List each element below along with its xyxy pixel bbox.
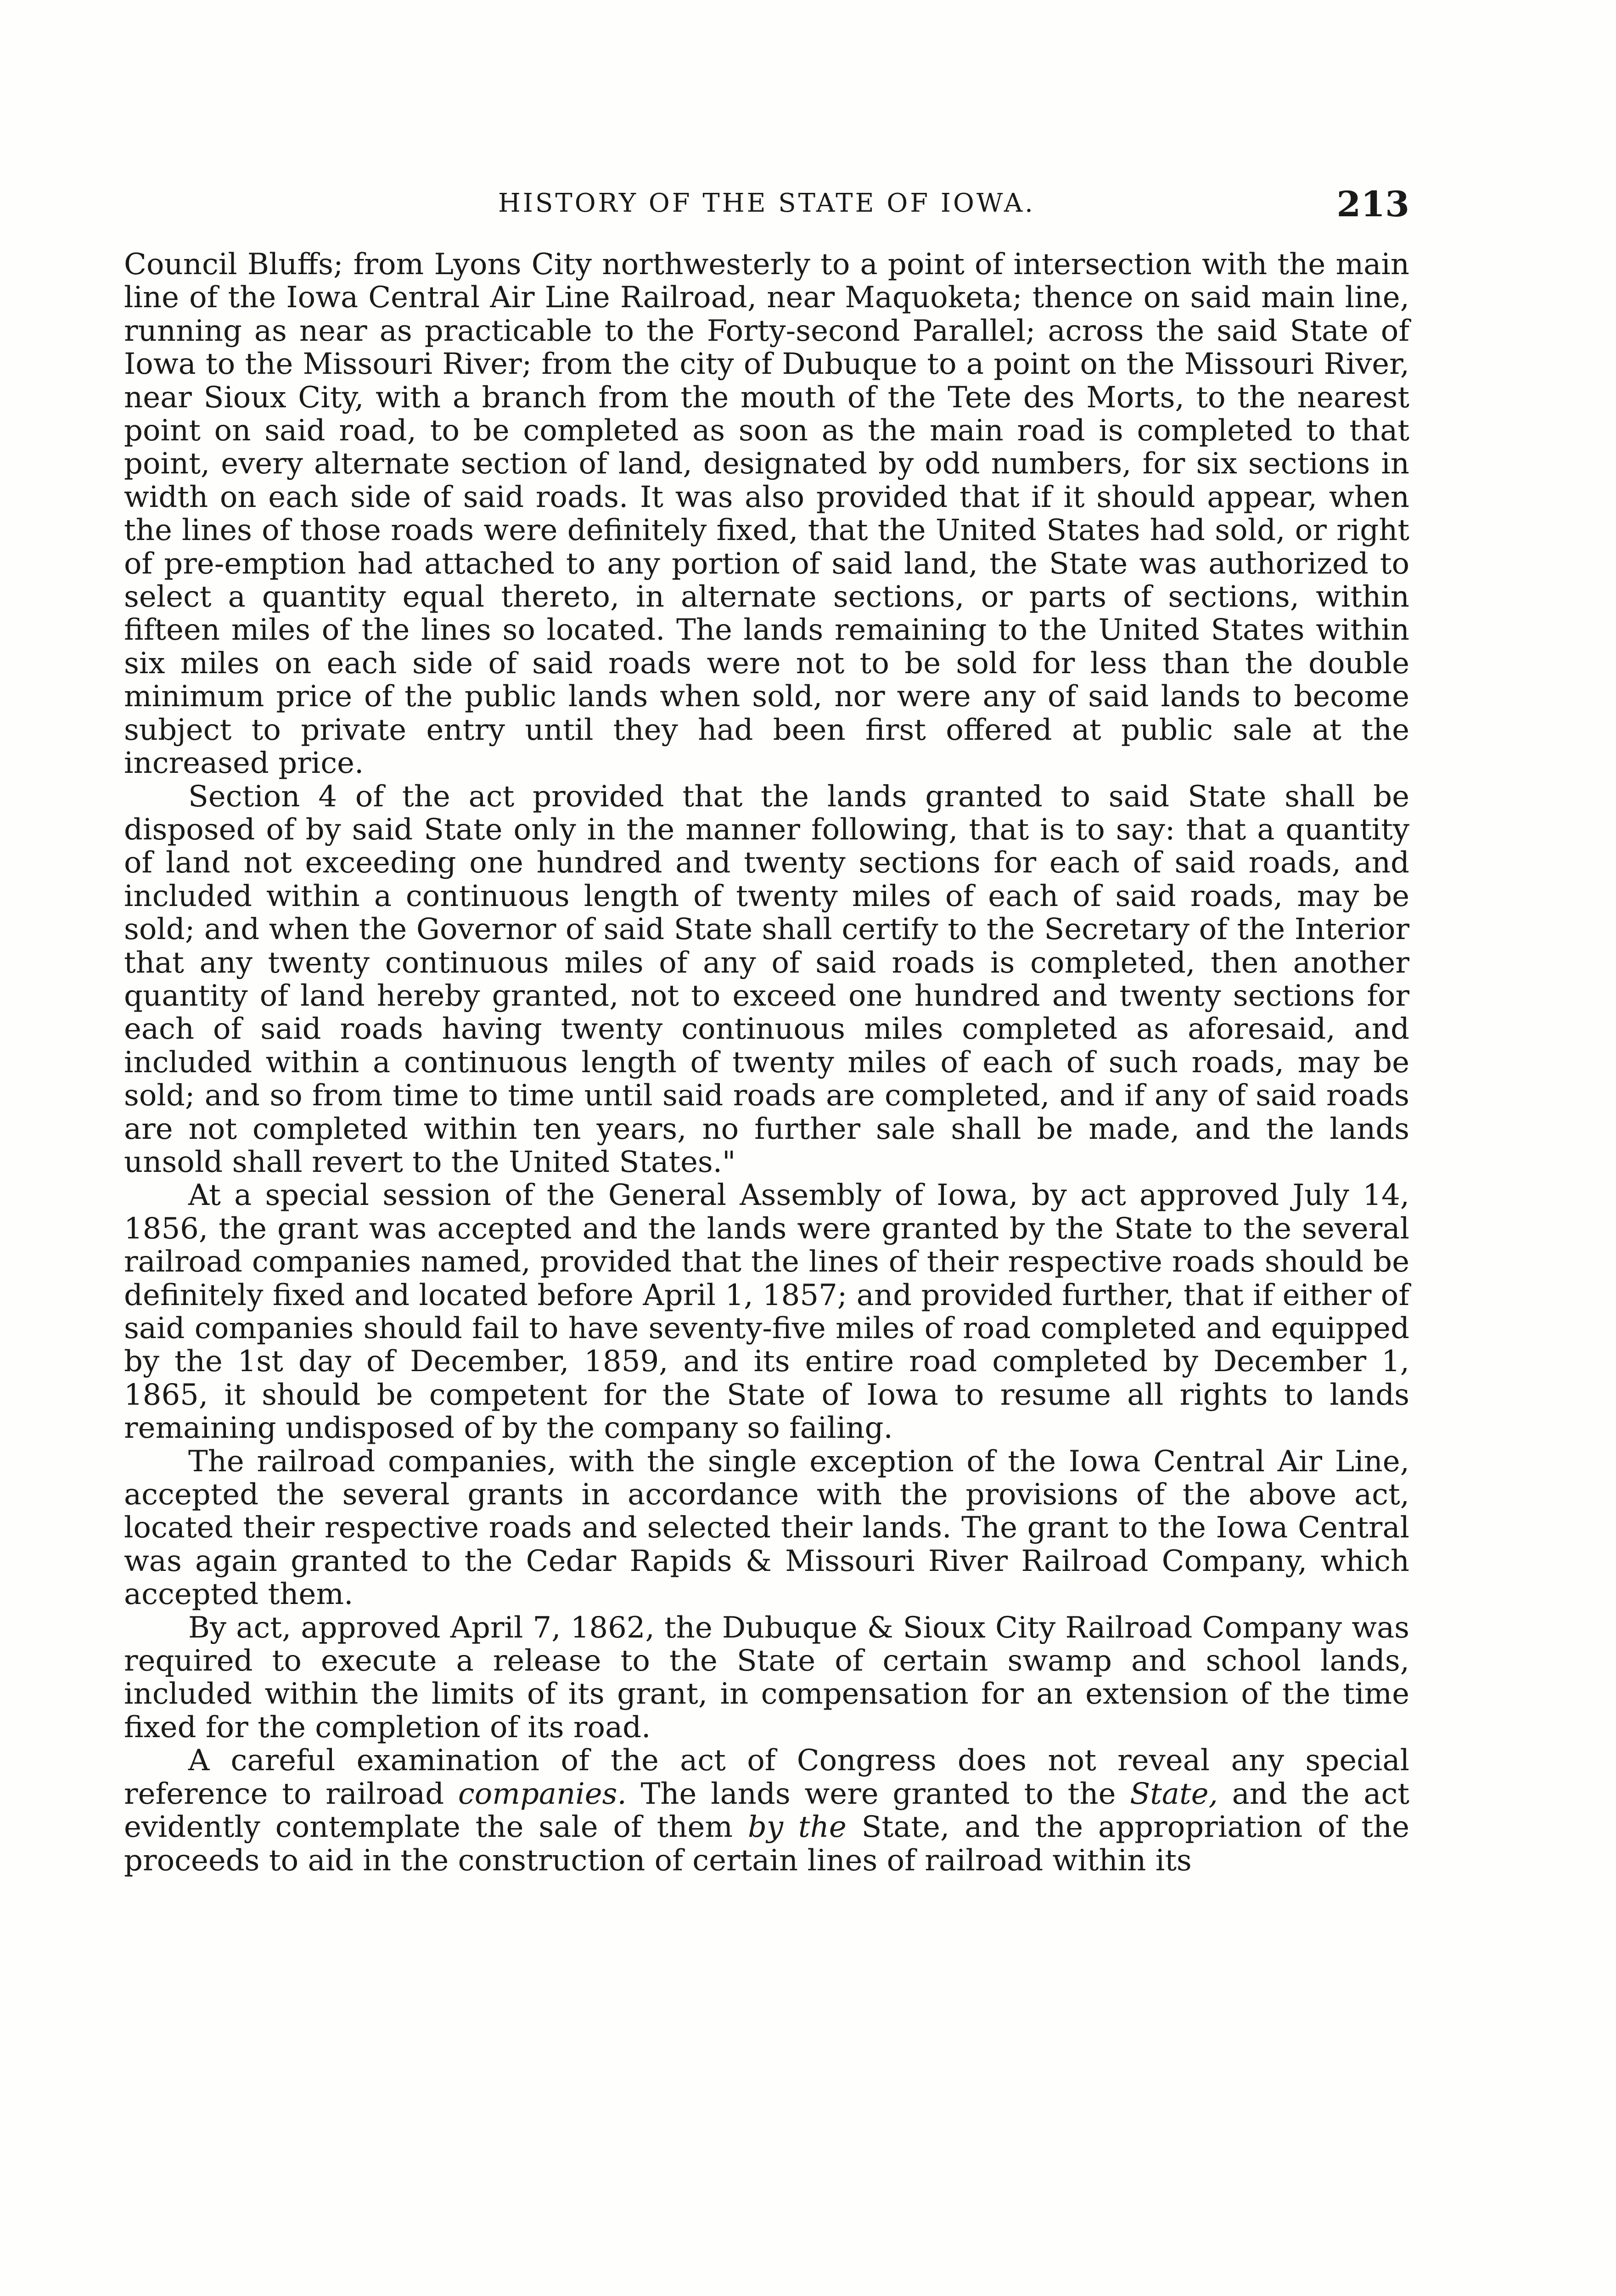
emphasis-companies: companies. [458, 1777, 627, 1811]
paragraph-2: Section 4 of the act provided that the lands granted to said State shall be disposed of by said State only in the manner following, that is to say: that a quantity of land not exceeding one hundred and twenty sections for each of said roads, and included within a continuous length of twenty miles of each of said roads, may be sold; and when the Governor of said State shall certify to the Secretary of the Interior that any twenty continuous miles of any of said roads is completed, then another quantity of land hereby granted, not to exceed one hundred and twenty sections for each of said roads having twenty continuous miles completed as aforesaid, and included within a continuous length of twenty miles of each of such roads, may be sold; and so from time to time until said roads are completed, and if any of said roads are not completed within ten years, no further sale shall be made, and the lands unsold shall revert to the United States." [124, 779, 1409, 1179]
running-title: HISTORY OF THE STATE OF IOWA. [498, 188, 1035, 218]
emphasis-state: State, [1130, 1777, 1218, 1811]
paragraph-4: The railroad companies, with the single exception of the Iowa Central Air Line, accepted the several grants in accordance with the provisions of the above act, located their respective roads and selected their lands. The grant to the Iowa Central was again granted to the Cedar Rapids & Missouri River Railroad Company, which accepted them. [124, 1444, 1409, 1612]
body-text [124, 248, 1409, 1877]
running-head [124, 184, 1409, 234]
emphasis-by-the: by the [747, 1810, 847, 1845]
page-number: 213 [1336, 184, 1409, 225]
paragraph-6-text-3: and the act evidently contemplate the sale of them [124, 1777, 1410, 1845]
paragraph-6-text-1: A careful examination of the act of Congress does not reveal any special reference to railroad [124, 1744, 1409, 1811]
paragraph-5: By act, approved April 7, 1862, the Dubuque & Sioux City Railroad Company was required to execute a release to the State of certain swamp and school lands, included within the limits of its grant, in compensation for an extension of the time fixed for the completion of its road. [124, 1610, 1409, 1745]
paragraph-3: At a special session of the General Assembly of Iowa, by act approved July 14, 1856, the grant was accepted and the lands were granted by the State to the several railroad companies named, provided that the lines of their respective roads should be definitely fixed and located before April 1, 1857; and provided further, that if either of said companies should fail to have seventy-five miles of road completed and equipped by the 1st day of December, 1859, and its entire road completed by December 1, 1865, it should be competent for the State of Iowa to resume all rights to lands remaining undisposed of by the company so failing. [124, 1178, 1409, 1446]
paragraph-6 [124, 1744, 1409, 1877]
paragraph-6-text-2: The lands were granted to the [626, 1777, 1130, 1811]
paragraph-1: Council Bluffs; from Lyons City northwesterly to a point of intersection with the main line of the Iowa Central Air Line Railroad, near Maquoketa; thence on said main line, running as near as practicable to the Forty-second Parallel; across the said State of Iowa to the Missouri River; from the city of Dubuque to a point on the Missouri River, near Sioux City, with a branch from the mouth of the Tete des Morts, to the nearest point on said road, to be completed as soon as the main road is completed to that point, every alternate section of land, designated by odd numbers, for six sections in width on each side of said roads. It was also provided that if it should appear, when the lines of those roads were definitely fixed, that the United States had sold, or right of pre-emption had attached to any portion of said land, the State was authorized to select a quantity equal thereto, in alternate sections, or parts of sections, within fifteen miles of the lines so located. The lands remaining to the United States within six miles on each side of said roads were not to be sold for less than the double minimum price of the public lands when sold, nor were any of said lands to become subject to private entry until they had been first offered at public sale at the increased price. [124, 248, 1409, 781]
paragraph-6-text-4: State, and the appropriation of the proceeds to aid in the construction of certain lines of railroad within its [124, 1810, 1410, 1878]
